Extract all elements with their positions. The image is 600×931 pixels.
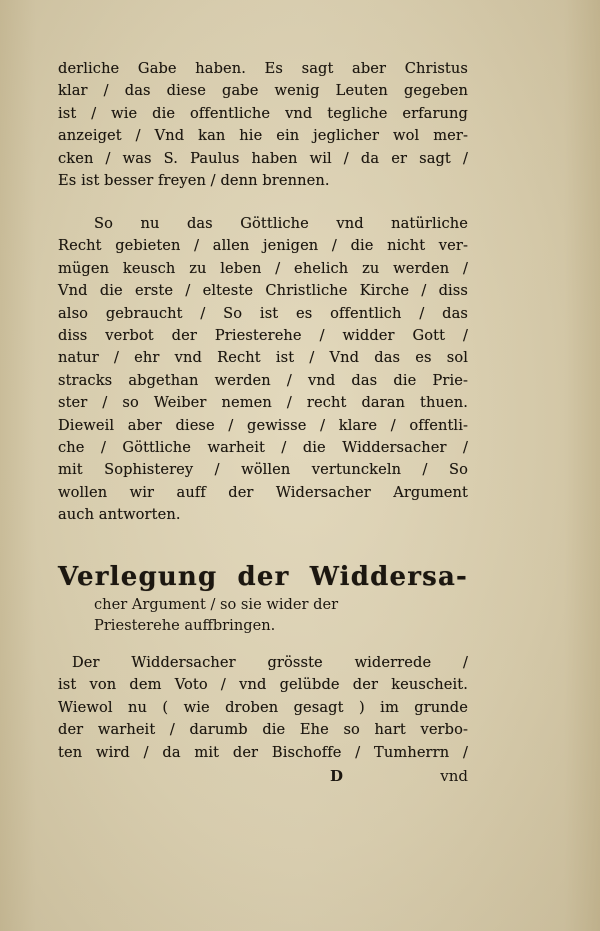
- page-footer: [58, 765, 468, 789]
- text-line: Es ist besser freyen / denn brennen.: [58, 171, 330, 189]
- text-line: also gebraucht / So ist es offentlich / das: [58, 304, 468, 322]
- text-line: So nu das Göttliche vnd natürliche: [94, 215, 468, 232]
- text-line: diss verbot der Priesterehe / widder Gott /: [58, 326, 468, 344]
- text-line: Wiewol nu ( wie droben gesagt ) im grunde: [58, 698, 468, 716]
- text-line: Vnd die erste / elteste Christliche Kirche / diss: [58, 282, 468, 300]
- text-line: natur / ehr vnd Recht ist / Vnd das es sol: [58, 349, 468, 367]
- heading-title: Verlegung der Widdersa-: [58, 562, 468, 592]
- text-line: auch antworten.: [58, 506, 181, 524]
- text-line: mit Sophisterey / wöllen vertunckeln / So: [58, 461, 468, 479]
- text-line: ten wird / da mit der Bischoffe / Tumherrn /: [58, 743, 468, 761]
- text-line: ster / so Weiber nemen / recht daran thuen.: [58, 394, 468, 412]
- text-line: der warheit / darumb die Ehe so hart verbo-: [58, 721, 468, 739]
- paragraph-1: [58, 58, 468, 192]
- text-line: cken / was S. Paulus haben wil / da er sagt /: [58, 149, 468, 167]
- text-line: ist / wie die offentliche vnd tegliche erfarung: [58, 104, 468, 122]
- text-line: Recht gebieten / allen jenigen / die nicht ver-: [58, 237, 468, 255]
- section-heading: [58, 560, 468, 636]
- heading-subtitle-line: Priesterehe auffbringen.: [94, 617, 276, 634]
- text-line: ist von dem Voto / vnd gelübde der keuscheit.: [58, 676, 468, 694]
- paragraph-3: [58, 652, 468, 764]
- text-line: che / Göttliche warheit / die Widdersacher /: [58, 438, 468, 456]
- signature-mark: D: [330, 767, 344, 785]
- text-line: Dieweil aber diese / gewisse / klare / offentli-: [58, 416, 468, 434]
- text-line: Der Widdersacher grösste widerrede /: [72, 654, 468, 671]
- text-line: klar / das diese gabe wenig Leuten gegeben: [58, 82, 468, 100]
- text-line: wollen wir auff der Widersacher Argument: [58, 483, 468, 501]
- text-line: mügen keusch zu leben / ehelich zu werden /: [58, 259, 468, 277]
- text-line: stracks abgethan werden / vnd das die Prie-: [58, 371, 468, 389]
- text-line: anzeiget / Vnd kan hie ein jeglicher wol mer-: [58, 127, 468, 145]
- paragraph-2: [58, 213, 468, 526]
- text-line: derliche Gabe haben. Es sagt aber Christus: [58, 60, 468, 77]
- heading-subtitle-line: cher Argument / so sie wider der: [94, 596, 339, 613]
- catchword: vnd: [440, 767, 468, 785]
